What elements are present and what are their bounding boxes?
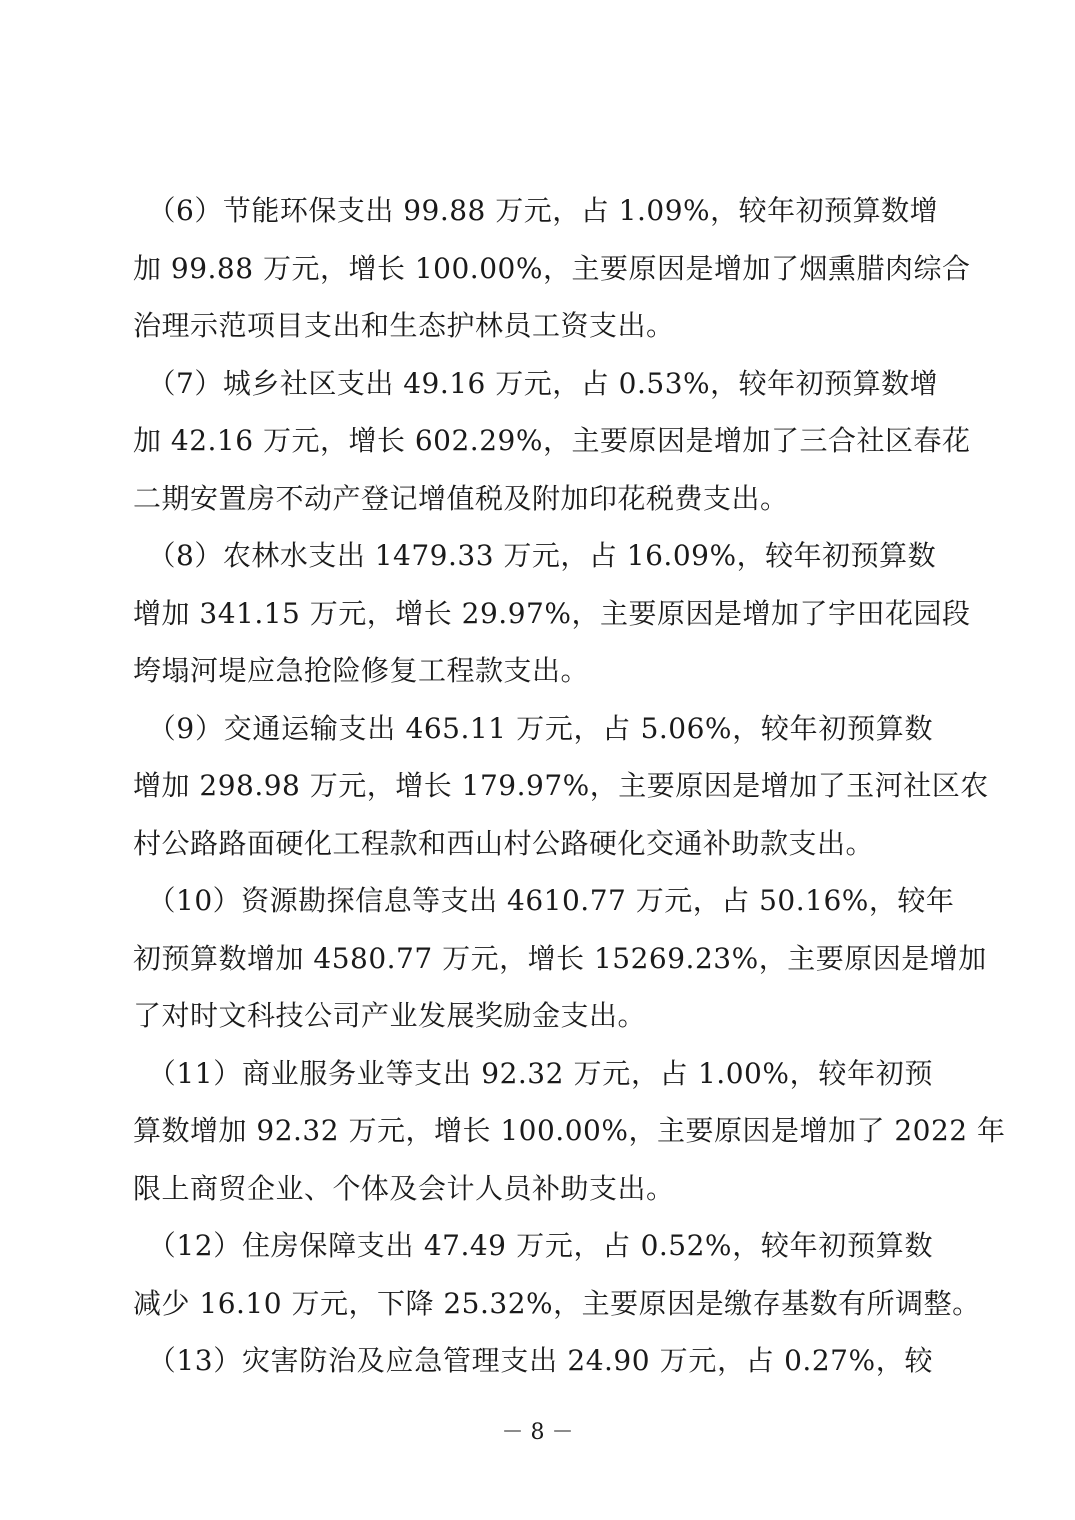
paragraph-8 xyxy=(133,527,971,700)
text-line: 限上商贸企业、个体及会计人员补助支出。 xyxy=(133,1171,675,1205)
paragraph-7 xyxy=(133,355,971,528)
document-body xyxy=(133,182,1006,1390)
text-line: （6）节能环保支出 99.88 万元，占 1.09%，较年初预算数增 xyxy=(133,194,939,227)
text-line: 减少 16.10 万元，下降 25.32%，主要原因是缴存基数有所调整。 xyxy=(133,1286,981,1320)
text-line: 增加 341.15 万元，增长 29.97%，主要原因是增加了宇田花园段 xyxy=(133,596,971,630)
text-line: （13）灾害防治及应急管理支出 24.90 万元，占 0.27%，较 xyxy=(133,1344,933,1377)
text-line: （9）交通运输支出 465.11 万元，占 5.06%，较年初预算数 xyxy=(133,711,933,745)
page-number: － 8 － xyxy=(501,1420,574,1445)
text-line: 加 99.88 万元，增长 100.00%，主要原因是增加了烟熏腊肉综合 xyxy=(133,251,971,285)
text-line: （11）商业服务业等支出 92.32 万元，占 1.00%，较年初预 xyxy=(133,1056,933,1090)
text-line: （10）资源勘探信息等支出 4610.77 万元，占 50.16%，较年 xyxy=(133,884,955,917)
paragraph-13 xyxy=(133,1332,933,1390)
text-line: 了对时文科技公司产业发展奖励金支出。 xyxy=(133,999,647,1032)
text-line: 垮塌河堤应急抢险修复工程款支出。 xyxy=(133,654,590,687)
text-line: 初预算数增加 4580.77 万元，增长 15269.23%，主要原因是增加 xyxy=(133,941,987,975)
text-line: （8）农林水支出 1479.33 万元，占 16.09%，较年初预算数 xyxy=(133,539,937,572)
text-line: （12）住房保障支出 47.49 万元，占 0.52%，较年初预算数 xyxy=(133,1229,933,1262)
paragraph-6 xyxy=(133,182,971,355)
text-line: 治理示范项目支出和生态护林员工资支出。 xyxy=(133,309,675,342)
paragraph-10 xyxy=(133,872,987,1045)
text-line: 村公路路面硬化工程款和西山村公路硬化交通补助款支出。 xyxy=(133,826,875,860)
text-line: 算数增加 92.32 万元，增长 100.00%，主要原因是增加了 2022 年 xyxy=(133,1114,1006,1147)
paragraph-11 xyxy=(133,1045,1006,1218)
text-line: 二期安置房不动产登记增值税及附加印花税费支出。 xyxy=(133,481,789,515)
text-line: 增加 298.98 万元，增长 179.97%，主要原因是增加了玉河社区农 xyxy=(133,769,989,802)
text-line: 加 42.16 万元，增长 602.29%，主要原因是增加了三合社区春花 xyxy=(133,424,971,457)
paragraph-12 xyxy=(133,1217,981,1332)
paragraph-9 xyxy=(133,700,989,873)
text-line: （7）城乡社区支出 49.16 万元，占 0.53%，较年初预算数增 xyxy=(133,366,939,400)
